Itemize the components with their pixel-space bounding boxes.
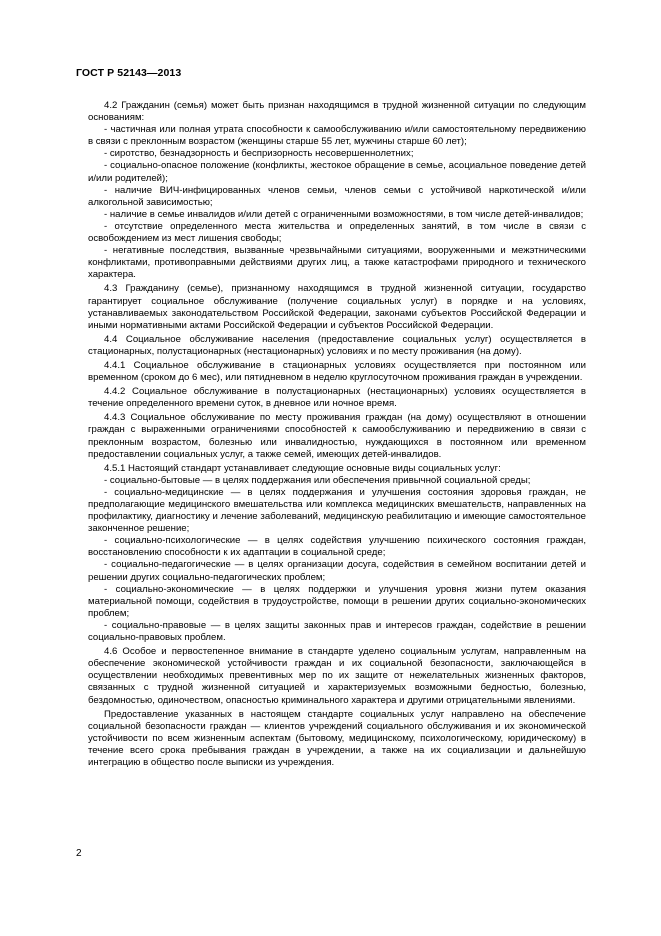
paragraph: 4.4.1 Социальное обслуживание в стационарных условиях осуществляется при постоянном или временном (сроком до 6 мес), или пятидневном в неделю круглосуточном проживания граждан в учреждении. <box>88 359 586 384</box>
paragraph: - наличие в семье инвалидов и/или детей с ограниченными возможностями, в том числе детей-инвалидов; <box>104 208 584 220</box>
paragraph: - социально-медицинские — в целях поддержания и улучшения состояния здоровья граждан, не предполагающие медицинского вмешательства или комплекса медицинских вмешательств, направленных на профилактику, диагностику и лечение заболеваний, медицинскую реабилитацию и имеющие самостоятельное законченное решение; <box>88 486 586 535</box>
paragraph: - частичная или полная утрата способности к самообслуживанию и/или самостоятельному передвижению в связи с преклонным возрастом (женщины старше 55 лет, мужчины старше 60 лет); <box>88 124 586 148</box>
paragraph: - социально-правовые — в целях защиты законных прав и интересов граждан, содействие в решении социально-правовых проблем. <box>88 619 586 644</box>
document-header: ГОСТ Р 52143—2013 <box>76 67 182 79</box>
paragraph: - негативные последствия, вызванные чрезвычайными ситуациями, вооруженными и межэтническими конфликтами, противоправными действиями других лиц, а также катастрофами природного и технического характера. <box>88 245 586 281</box>
paragraph: - сиротство, безнадзорность и беспризорность несовершеннолетних; <box>104 148 414 160</box>
paragraph: - социально-педагогические — в целях организации досуга, содействия в семейном воспитании детей и решении других социально-педагогических проблем; <box>88 559 586 583</box>
paragraph: - социально-бытовые — в целях поддержания или обеспечения привычной социальной среды; <box>104 474 531 486</box>
document-body <box>88 100 586 769</box>
paragraph: - социально-опасное положение (конфликты, жестокое обращение в семье, асоциальное поведение детей и/или родителей); <box>88 160 586 184</box>
page-number: 2 <box>76 848 82 859</box>
paragraph: - социально-экономические — в целях поддержки и улучшения уровня жизни путем оказания материальной помощи, содействия в трудоустройстве, помощи в решении других социально-экономических проблем; <box>88 583 586 619</box>
paragraph: Предоставление указанных в настоящем стандарте социальных услуг направлено на обеспечение социальной безопасности граждан — клиентов учреждений социального обслуживания и их экономической устойчивости по всем жизненным аспектам (бытовому, медицинскому, психологическому, юридическому) в течение всего срока пребывания граждан в учреждении, а также на их социализации и дальнейшую интеграцию в общество после выписки из учреждения. <box>88 708 586 768</box>
paragraph: 4.4.3 Социальное обслуживание по месту проживания граждан (на дому) осуществляют в отношении граждан с выраженными ограничениями способностей к самообслуживанию и передвижению в связи с преклонным возрастом, болезнью или инвалидностью, нуждающихся в постоянном или временном предоставлении социальных услуг, а также семей, имеющих детей-инвалидов. <box>88 412 586 460</box>
paragraph: 4.5.1 Настоящий стандарт устанавливает следующие основные виды социальных услуг: <box>104 462 501 474</box>
paragraph: 4.2 Гражданин (семья) может быть признан находящимся в трудной жизненной ситуации по следующим основаниям: <box>88 100 586 124</box>
paragraph: 4.4.2 Социальное обслуживание в полустационарных (нестационарных) условиях осуществляется в течение определенного времени суток, в дневное или ночное время. <box>88 386 586 410</box>
paragraph: - наличие ВИЧ-инфицированных членов семьи, членов семьи с устойчивой наркотической и/или алкогольной зависимостью; <box>88 184 586 208</box>
paragraph: 4.4 Социальное обслуживание населения (предоставление социальных услуг) осуществляется в стационарных, полустационарных (нестационарных) условиях и по месту проживания (на дому). <box>88 333 586 357</box>
paragraph: - социально-психологические — в целях содействия улучшению психического состояния граждан, восстановлению способности к их адаптации в социальной среде; <box>88 535 586 559</box>
paragraph: 4.3 Гражданину (семье), признанному находящимся в трудной жизненной ситуации, государство гарантирует социальное обслуживание (получение социальных услуг) в порядке и на условиях, устанавливаемых законодательством Российской Федерации, законами субъектов Российской Федерации и иными нормативными актами Российской Федерации и субъектов Российской Федерации. <box>88 283 586 331</box>
paragraph: 4.6 Особое и первостепенное внимание в стандарте уделено социальным услугам, направленным на обеспечение экономической устойчивости граждан и их социальной безопасности, заключающейся в осуществлении необходимых превентивных мер по их защите от нежелательных жизненных факторов, связанных с трудной жизненной ситуацией и характеризуемых возможными бедностью, болезнью, бездомностью, одиночеством, опасностью криминального характера и другими отрицательными явлениями. <box>88 646 586 706</box>
paragraph: - отсутствие определенного места жительства и определенных занятий, в том числе в связи с освобождением из мест лишения свободы; <box>88 220 586 245</box>
